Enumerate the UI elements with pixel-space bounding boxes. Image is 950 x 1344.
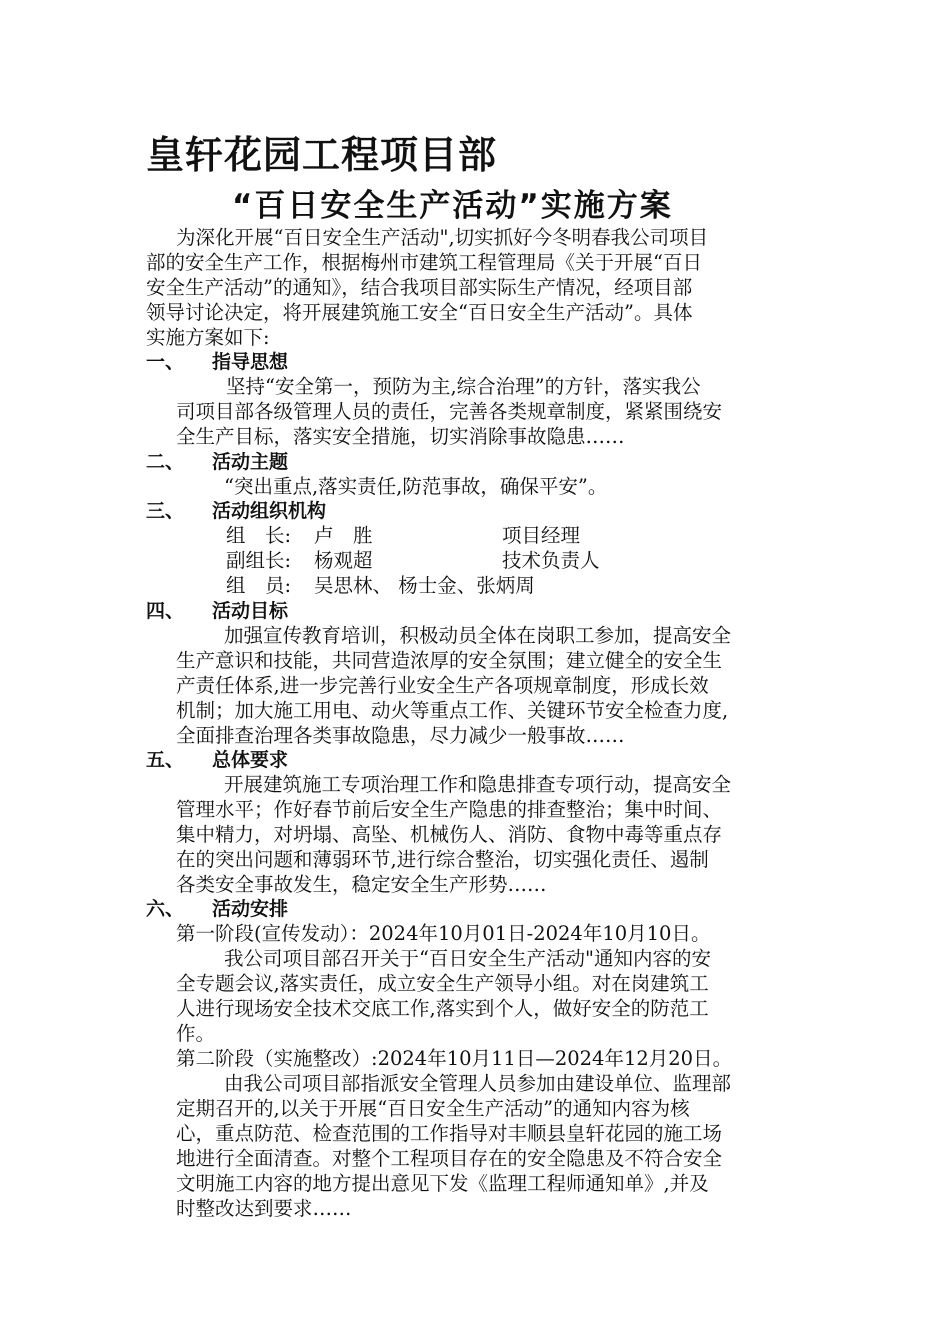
paragraph-line: 管理水平；作好春节前后安全生产隐患的排查整治；集中时间、 [176,798,723,821]
theme-line: “突出重点,落实责任,防范事故，确保平安”。 [224,475,608,498]
section-heading-schedule [146,897,288,921]
section-heading-guiding-ideology [146,350,288,374]
section-title: 活动组织机构 [212,500,327,522]
phase-two-heading: 第二阶段（实施整改）:2024年10月11日—2024年12月20日。 [176,1047,733,1070]
paragraph-line: 我公司项目部召开关于“百日安全生产活动"通知内容的安 [224,947,711,970]
paragraph-line: 全生产目标，落实安全措施，切实消除事故隐患…… [176,425,625,448]
paragraph-line: 产责任体系,进一步完善行业安全生产各项规章制度，形成长效 [176,674,709,697]
paragraph-line: 全专题会议,落实责任，成立安全生产领导小组。对在岗建筑工 [176,972,709,995]
section-number: 三、 [146,500,185,522]
paragraph-line: 司项目部各级管理人员的责任，完善各类规章制度，紧紧围绕安 [176,400,723,423]
org-name: 吴思林、 杨士金、张炳周 [314,574,535,597]
section-title: 活动主题 [212,451,289,473]
org-name: 杨观超 [314,549,373,572]
paragraph-line: 加强宣传教育培训，积极动员全体在岗职工参加，提高安全 [224,624,732,647]
paragraph-line: 作。 [176,1022,216,1045]
section-title: 活动目标 [212,600,289,622]
paragraph-line: 在的突出问题和薄弱环节,进行综合整治，切实强化责任、遏制 [176,848,709,871]
section-title: 总体要求 [212,749,289,771]
org-role: 组 长: [226,524,292,547]
org-position: 项目经理 [502,524,581,547]
section-number: 六、 [146,898,185,920]
org-position: 技术负责人 [502,549,600,572]
paragraph-line: 机制；加大施工用电、动火等重点工作、关键环节安全检查力度, [176,699,729,722]
intro-line: 安全生产活动”的通知》，结合我项目部实际生产情况，经项目部 [146,276,693,299]
section-number: 四、 [146,600,185,622]
paragraph-line: 文明施工内容的地方提出意见下发《监理工程师通知单》,并及 [176,1172,709,1195]
section-heading-goals [146,599,288,623]
intro-line: 领导讨论决定，将开展建筑施工安全“百日安全生产活动”。具体 [146,301,693,324]
section-heading-requirements [146,748,288,772]
paragraph-line: 地进行全面清查。对整个工程项目存在的安全隐患及不符合安全 [176,1147,723,1170]
section-heading-organization [146,499,326,523]
section-number: 一、 [146,351,185,373]
paragraph-line: 集中精力，对坍塌、高坠、机械伤人、消防、食物中毒等重点存 [176,823,723,846]
paragraph-line: 坚持“安全第一，预防为主,综合治理”的方针，落实我公 [226,375,701,398]
paragraph-line: 全面排查治理各类事故隐患，尽力减少一般事故…… [176,724,625,747]
phase-one-heading: 第一阶段(宣传发动）：2024年10月01日-2024年10月10日。 [176,922,711,945]
paragraph-line: 时整改达到要求…… [176,1197,352,1220]
paragraph-line: 由我公司项目部指派安全管理人员参加由建设单位、监理部 [224,1072,732,1095]
org-role: 副组长: [226,549,292,572]
org-role: 组 员: [226,574,292,597]
intro-line: 为深化开展“百日安全生产活动",切实抓好今冬明春我公司项目 [176,226,709,249]
section-heading-theme [146,450,288,474]
paragraph-line: 生产意识和技能，共同营造浓厚的安全氛围；建立健全的安全生 [176,649,723,672]
document-title: 皇轩花园工程项目部 [146,133,498,177]
paragraph-line: 开展建筑施工专项治理工作和隐患排查专项行动，提高安全 [224,773,732,796]
org-name: 卢 胜 [314,524,373,547]
paragraph-line: 人进行现场安全技术交底工作,落实到个人，做好安全的防范工 [176,997,709,1020]
paragraph-line: 心，重点防范、检查范围的工作指导对丰顺县皇轩花园的施工场 [176,1122,723,1145]
paragraph-line: 定期召开的,以关于开展“百日安全生产活动”的通知内容为核 [176,1097,690,1120]
document-subtitle: “百日安全生产活动”实施方案 [232,188,673,224]
section-number: 二、 [146,451,185,473]
intro-line: 实施方案如下: [146,326,270,349]
section-title: 活动安排 [212,898,289,920]
section-title: 指导思想 [212,351,289,373]
paragraph-line: 各类安全事故发生，稳定安全生产形势…… [176,873,547,896]
section-number: 五、 [146,749,185,771]
intro-line: 部的安全生产工作，根据梅州市建筑工程管理局《关于开展“百日 [146,251,702,274]
